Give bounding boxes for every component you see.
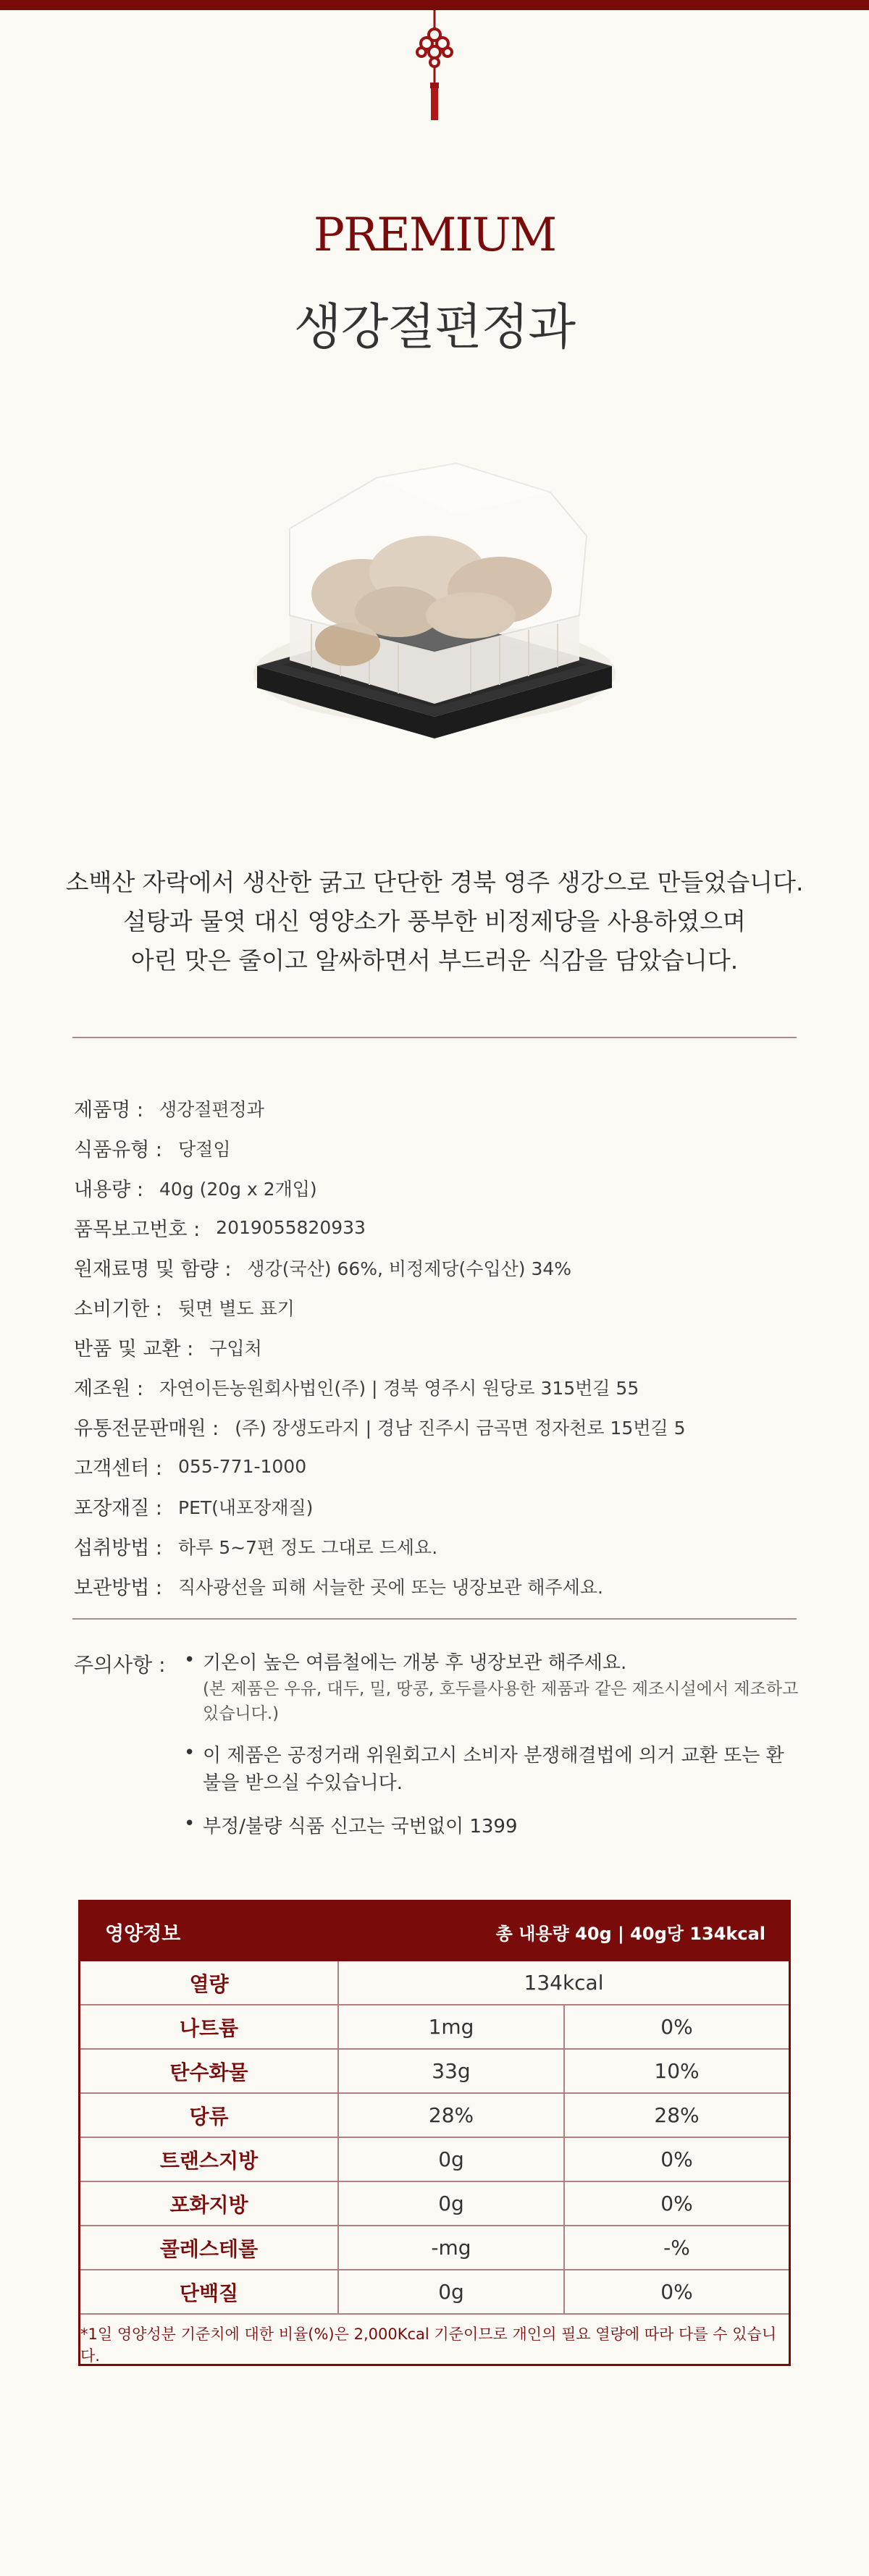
description-line: 아린 맛은 줄이고 알싸하면서 부드러운 식감을 담았습니다. — [130, 946, 739, 975]
info-value: 생강절편정과 — [159, 1098, 264, 1120]
info-label: 소비기한 : — [74, 1298, 163, 1321]
info-row — [74, 1486, 798, 1526]
nutrient-name: 열량 — [189, 1971, 229, 1996]
caution-text: 기온이 높은 여름철에는 개봉 후 냉장보관 해주세요. — [203, 1652, 627, 1674]
info-row — [74, 1566, 798, 1606]
info-value: 40g (20g x 2개입) — [159, 1178, 317, 1200]
nutrition-header — [80, 1902, 789, 1961]
info-label: 내용량 : — [74, 1179, 143, 1201]
caution-subtext: (본 제품은 우유, 대두, 밀, 땅콩, 호두를사용한 제품과 같은 제조시설에서 제조하고 있습니다.) — [203, 1680, 799, 1723]
info-label: 제조원 : — [74, 1378, 143, 1400]
product-info-list — [74, 1088, 798, 1606]
caution-item — [184, 1813, 801, 1840]
info-label: 반품 및 교환 : — [74, 1338, 194, 1360]
nutrient-amount: 1mg — [338, 2005, 564, 2049]
product-title: 생강절편정과 — [293, 299, 576, 356]
info-row — [74, 1287, 798, 1327]
caution-item — [184, 1649, 801, 1726]
info-row — [74, 1208, 798, 1247]
info-value: 하루 5~7편 정도 그대로 드세요. — [178, 1536, 438, 1558]
bullet: • — [184, 1813, 196, 1835]
table-row — [80, 1961, 789, 2005]
nutrient-percent: 10% — [564, 2049, 789, 2093]
info-row — [74, 1407, 798, 1447]
description-line: 소백산 자락에서 생산한 굵고 단단한 경북 영주 생강으로 만들었습니다. — [65, 868, 804, 896]
caution-text: 이 제품은 공정거래 위원회고시 소비자 분쟁해결법에 의거 교환 또는 환불을 받으실 수있습니다. — [203, 1745, 784, 1794]
nutrition-title: 영양정보 — [105, 1922, 181, 1945]
nutrient-amount: 0g — [338, 2270, 564, 2313]
bullet: • — [184, 1649, 196, 1671]
info-label: 고객센터 : — [74, 1457, 163, 1480]
bullet: • — [184, 1742, 196, 1764]
caution-text: 부정/불량 식품 신고는 국번없이 1399 — [203, 1816, 518, 1838]
info-label: 섭취방법 : — [74, 1537, 163, 1560]
info-value: 2019055820933 — [216, 1217, 366, 1238]
table-row — [80, 2181, 789, 2226]
nutrient-percent: 28% — [564, 2093, 789, 2137]
info-value: 055-771-1000 — [178, 1456, 307, 1477]
description-line: 설탕과 물엿 대신 영양소가 풍부한 비정제당을 사용하였으며 — [123, 907, 746, 935]
info-value: 구입처 — [209, 1337, 262, 1359]
info-value: 직사광선을 피해 서늘한 곳에 또는 냉장보관 해주세요. — [178, 1576, 603, 1598]
top-accent-bar — [0, 0, 869, 10]
info-label: 식품유형 : — [74, 1139, 163, 1161]
info-value: 당절임 — [178, 1138, 231, 1160]
info-row — [74, 1168, 798, 1208]
table-row — [80, 2270, 789, 2313]
table-row — [80, 2093, 789, 2137]
info-row — [74, 1526, 798, 1566]
nutrient-percent: -% — [564, 2226, 789, 2270]
info-value: 뒷면 별도 표기 — [178, 1297, 295, 1319]
table-row — [80, 2226, 789, 2270]
nutrient-name: 트랜스지방 — [80, 2137, 338, 2181]
product-description — [0, 863, 869, 980]
nutrient-amount: 134kcal — [338, 1961, 789, 2005]
nutrient-percent: 0% — [564, 2005, 789, 2049]
nutrient-name: 나트륨 — [80, 2005, 338, 2049]
nutrient-percent: 0% — [564, 2181, 789, 2226]
info-row — [74, 1128, 798, 1168]
info-label: 품목보고번호 : — [74, 1218, 201, 1241]
divider — [72, 1037, 797, 1038]
info-row — [74, 1088, 798, 1128]
info-value: PET(내포장재질) — [178, 1497, 314, 1518]
info-label: 제품명 : — [74, 1099, 143, 1121]
info-row — [74, 1367, 798, 1407]
table-row — [80, 2005, 789, 2049]
info-row — [74, 1447, 798, 1486]
korean-knot-icon — [411, 10, 458, 126]
nutrient-name: 포화지방 — [80, 2181, 338, 2226]
nutrient-percent: 0% — [564, 2137, 789, 2181]
cautions-label: 주의사항 : — [74, 1653, 166, 1677]
info-value: 자연이든농원회사법인(주) | 경북 영주시 원당로 315번길 55 — [159, 1377, 639, 1399]
nutrient-amount: -mg — [338, 2226, 564, 2270]
info-label: 포장재질 : — [74, 1497, 163, 1520]
nutrient-name: 단백질 — [80, 2270, 338, 2313]
nutrient-name: 콜레스테롤 — [80, 2226, 338, 2270]
info-label: 보관방법 : — [74, 1577, 163, 1599]
nutrient-name: 당류 — [80, 2093, 338, 2137]
nutrient-amount: 0g — [338, 2181, 564, 2226]
table-row — [80, 2137, 789, 2181]
nutrition-table — [78, 1900, 791, 2366]
info-row — [74, 1327, 798, 1367]
info-row — [74, 1247, 798, 1287]
info-label: 원재료명 및 함량 : — [74, 1258, 232, 1281]
info-label: 유통전문판매원 : — [74, 1418, 219, 1440]
nutrient-amount: 0g — [338, 2137, 564, 2181]
table-row — [80, 2049, 789, 2093]
product-photo — [239, 434, 630, 753]
info-value: (주) 장생도라지 | 경남 진주시 금곡면 정자천로 15번길 5 — [235, 1417, 686, 1439]
cautions-list — [184, 1649, 801, 1856]
caution-item — [184, 1742, 801, 1797]
brand-word: PREMIUM — [313, 209, 556, 262]
nutrient-name: 탄수화물 — [80, 2049, 338, 2093]
info-value: 생강(국산) 66%, 비정제당(수입산) 34% — [247, 1258, 572, 1279]
divider — [72, 1618, 797, 1620]
nutrition-footnote: *1일 영양성분 기준치에 대한 비율(%)은 2,000Kcal 기준이므로 개인의 필요 열량에 따라 다를 수 있습니다. — [80, 2313, 789, 2374]
nutrient-amount: 33g — [338, 2049, 564, 2093]
nutrient-percent: 0% — [564, 2270, 789, 2313]
nutrition-meta: 총 내용량 40g | 40g당 134kcal — [495, 1923, 765, 1944]
nutrient-amount: 28% — [338, 2093, 564, 2137]
nutrition-rows — [80, 1961, 789, 2313]
